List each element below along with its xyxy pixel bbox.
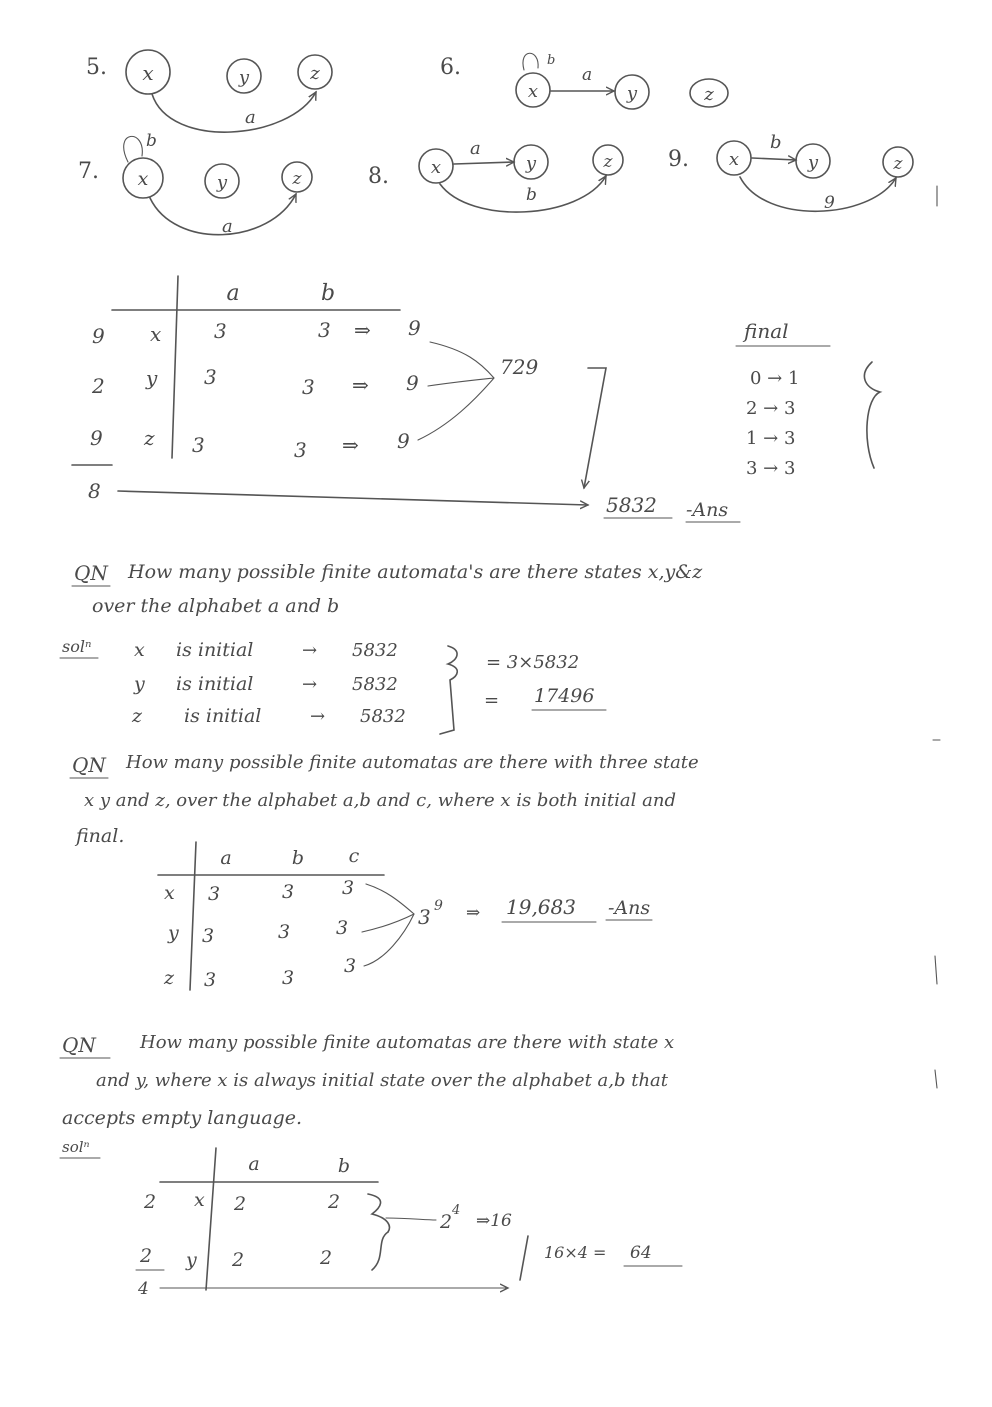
row-state: z <box>164 967 175 989</box>
initial-arrow: → <box>302 674 318 695</box>
final-row: 3 → 3 <box>746 458 796 479</box>
brace-line-3 <box>418 378 494 440</box>
row-multiplier: 9 <box>92 324 105 348</box>
header-c: c <box>348 845 360 867</box>
total-multiplier: 8 <box>88 479 101 503</box>
implies-arrow: ⇒ <box>342 433 359 457</box>
transition-label-b: b <box>526 185 537 205</box>
row-state: y <box>168 922 179 944</box>
brace-line-1 <box>366 884 414 914</box>
solution-label: solⁿ <box>62 637 92 656</box>
row-result: 9 <box>406 371 419 395</box>
initial-var: z <box>132 705 143 727</box>
product-arrow <box>584 368 606 488</box>
brace-line-2 <box>362 914 414 932</box>
cell: 3 <box>204 969 217 991</box>
cell: 3 <box>202 925 215 947</box>
power-result: ⇒16 <box>476 1211 512 1231</box>
diagram-number: 8. <box>368 164 389 189</box>
diagram-number: 6. <box>440 55 461 80</box>
table-vertical-rule <box>206 1148 216 1290</box>
transition-arrow-b <box>752 158 796 160</box>
diagram-number: 5. <box>86 55 107 80</box>
question-2 <box>70 752 699 991</box>
diagram-number: 7. <box>78 159 99 184</box>
question-text-line: over the alphabet a and b <box>92 595 340 617</box>
cell: 3 <box>282 881 295 903</box>
total-multiplier: 4 <box>138 1279 149 1299</box>
brace-pointer <box>386 1218 436 1220</box>
question-text-line: and y, where x is always initial state over the alphabet a,b that <box>96 1070 669 1091</box>
header-b: b <box>337 1155 351 1177</box>
state-y-label: y <box>525 153 537 174</box>
state-z-label: z <box>704 84 714 105</box>
scan-mark <box>935 956 937 984</box>
transition-label-b: b <box>770 132 782 153</box>
answer-suffix: -Ans <box>686 499 729 521</box>
scan-mark <box>935 1070 937 1088</box>
diagram-7 <box>78 131 312 237</box>
answer-value: 5832 <box>606 493 657 517</box>
row-state: x <box>150 322 162 346</box>
transition-label: a <box>245 107 256 128</box>
state-z-label: z <box>893 154 903 174</box>
state-z-label: z <box>310 63 320 84</box>
state-z-label: z <box>603 152 613 172</box>
implies-arrow: ⇒ <box>466 903 481 923</box>
initial-var: y <box>134 673 145 695</box>
header-b: b <box>291 847 305 869</box>
initial-var: x <box>134 639 145 661</box>
final-answer: 64 <box>630 1243 652 1263</box>
transition-arrow <box>152 92 316 132</box>
answer-suffix: -Ans <box>608 897 651 919</box>
cell: 2 <box>232 1249 245 1271</box>
question-text-line: How many possible finite automatas are there with three state <box>126 752 699 773</box>
brace-lower <box>372 1232 388 1270</box>
diagram-6 <box>440 53 728 109</box>
cell: 3 <box>342 877 355 899</box>
state-z-label: z <box>292 169 302 189</box>
brace-line-3 <box>364 914 414 966</box>
row-multiplier: 2 <box>144 1191 157 1213</box>
question-1 <box>60 561 703 734</box>
state-y-label: y <box>216 172 228 193</box>
question-label: QN <box>74 561 108 585</box>
cell: 2 <box>234 1193 247 1215</box>
answer-value: 19,683 <box>506 895 576 919</box>
final-row: 0 → 1 <box>750 368 800 389</box>
question-text-line: final. <box>76 825 125 847</box>
transition-label-9: 9 <box>824 193 835 213</box>
brace-upper <box>368 1194 389 1232</box>
final-calc: 16×4 = <box>544 1243 607 1262</box>
diagram-9 <box>668 132 913 213</box>
state-x-label: x <box>430 157 442 178</box>
cell: 3 <box>282 967 295 989</box>
question-text-line: How many possible finite automatas are there with state x <box>140 1032 675 1053</box>
curly-brace <box>440 646 457 734</box>
row-state: y <box>146 366 158 390</box>
result-equals: = <box>484 690 500 711</box>
self-loop <box>523 53 538 70</box>
power-base: 3 <box>418 905 431 929</box>
header-b: b <box>320 281 336 306</box>
transition-label: a <box>582 65 593 85</box>
row-result: 9 <box>408 316 421 340</box>
cell: 3 <box>344 955 357 977</box>
cell-b: 3 <box>294 438 307 462</box>
final-state-counts <box>736 319 880 479</box>
power-exponent: 9 <box>434 898 443 914</box>
self-loop-label: b <box>547 53 556 68</box>
row-multiplier: 2 <box>140 1245 153 1267</box>
question-label: QN <box>72 753 106 777</box>
result-down-arrow <box>520 1236 528 1280</box>
state-y-label: y <box>238 67 250 88</box>
transition-label: a <box>222 216 233 237</box>
row-state: y <box>186 1249 197 1271</box>
table-vertical-rule <box>172 276 178 458</box>
row-multiplier: 9 <box>90 426 103 450</box>
state-y-label: y <box>626 83 638 104</box>
question-text-line: accepts empty language. <box>62 1107 303 1129</box>
power-base: 2 <box>440 1211 453 1233</box>
state-x-label: x <box>527 81 539 102</box>
transition-arrow-9 <box>740 177 896 211</box>
row-multiplier: 2 <box>92 374 105 398</box>
header-a: a <box>248 1153 260 1175</box>
brace-line-1 <box>430 342 494 378</box>
initial-arrow: → <box>302 640 318 661</box>
scan-edge-marks <box>933 186 940 1088</box>
transition-count-table <box>72 276 740 522</box>
transition-label-a: a <box>470 138 481 159</box>
final-title: final <box>744 319 789 343</box>
final-row: 1 → 3 <box>746 428 796 449</box>
final-row: 2 → 3 <box>746 398 796 419</box>
cell-a: 3 <box>192 433 205 457</box>
initial-value: 5832 <box>352 674 398 695</box>
initial-text: is initial <box>184 705 262 727</box>
row-state: x <box>164 882 175 904</box>
row-result: 9 <box>397 429 410 453</box>
calc-expression: = 3×5832 <box>486 652 580 673</box>
product-value: 729 <box>500 355 539 379</box>
state-x-label: x <box>137 168 149 190</box>
initial-value: 5832 <box>352 640 398 661</box>
implies-arrow: ⇒ <box>352 373 369 397</box>
state-y-label: y <box>807 152 819 173</box>
question-text-line: x y and z, over the alphabet a,b and c, where x is both initial and <box>84 790 676 811</box>
table-vertical-rule <box>190 842 196 990</box>
initial-text: is initial <box>176 673 254 695</box>
row-state: x <box>194 1189 205 1211</box>
self-loop-label: b <box>146 131 157 151</box>
solution-label: solⁿ <box>62 1138 90 1156</box>
transition-arrow-a <box>454 162 514 164</box>
state-x-label: x <box>728 149 740 170</box>
initial-text: is initial <box>176 639 254 661</box>
cell-b: 3 <box>302 375 315 399</box>
diagram-5 <box>86 50 332 132</box>
question-text-line: How many possible finite automata's are there states x,y&z <box>128 561 703 583</box>
question-label: QN <box>62 1033 96 1057</box>
header-a: a <box>220 847 232 869</box>
initial-value: 5832 <box>360 706 406 727</box>
transition-arrow-b <box>440 176 606 212</box>
diagram-8 <box>368 138 623 212</box>
cell: 3 <box>208 883 221 905</box>
cell-a: 3 <box>204 365 217 389</box>
cell-a: 3 <box>214 319 227 343</box>
result-value: 17496 <box>534 685 595 707</box>
cell: 3 <box>278 921 291 943</box>
state-x-label: x <box>142 61 154 85</box>
question-3 <box>60 1032 682 1299</box>
row-state: z <box>144 426 155 450</box>
implies-arrow: ⇒ <box>354 318 371 342</box>
cell-b: 3 <box>318 318 331 342</box>
brace-line-2 <box>428 378 494 386</box>
initial-arrow: → <box>310 706 326 727</box>
diagram-number: 9. <box>668 147 689 172</box>
curly-brace <box>864 362 880 468</box>
cell: 2 <box>320 1247 333 1269</box>
multiplier-arrow <box>118 491 588 505</box>
cell: 2 <box>328 1191 341 1213</box>
cell: 3 <box>336 917 349 939</box>
header-a: a <box>226 281 240 306</box>
power-exponent: 4 <box>452 1203 461 1218</box>
